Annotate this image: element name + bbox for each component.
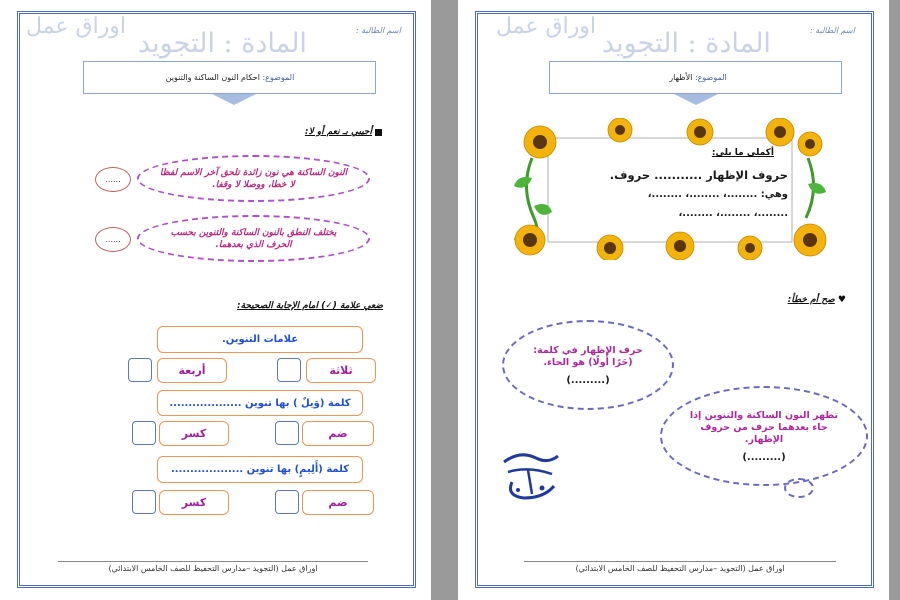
topic-arrow: [212, 94, 256, 105]
statement-cloud-2: [660, 386, 868, 486]
worksheets-label: اوراق عمل: [26, 14, 127, 39]
mcq1-checkbox-b[interactable]: [128, 358, 152, 382]
complete-line-1[interactable]: حروف الإظهار ........... حروف.: [609, 168, 788, 182]
answer-circle-2[interactable]: ......: [95, 227, 131, 252]
subject-title: المادة : التجويد: [138, 28, 307, 59]
mcq3-checkbox-b[interactable]: [132, 490, 156, 514]
mcq2-checkbox-a[interactable]: [275, 421, 299, 445]
calligraphy-logo-icon: [498, 448, 564, 504]
footer-text: اوراق عمل (التجويد –مدارس التحفيظ للصف الخامس الابتدائي): [108, 564, 318, 573]
q2-heading: ضعي علامة (✓) امام الإجابة الصحيحة:: [236, 301, 383, 311]
mcq-question-text-3: كلمة (أَلِيمٍ) بها تنوين ...................: [171, 464, 349, 475]
cloud-answer-2[interactable]: (.........): [742, 451, 786, 463]
complete-line-2[interactable]: وهي: ........، ........، ........،: [647, 189, 788, 200]
statement-oval-2: [137, 215, 370, 262]
worksheet-page-right: [458, 0, 889, 600]
mcq1-option-b[interactable]: أربعة: [157, 358, 227, 383]
topic-value: الأظهار: [669, 73, 693, 82]
mcq3-checkbox-a[interactable]: [275, 490, 299, 514]
topic-line: [140, 73, 320, 82]
mcq-question-2: [157, 390, 363, 416]
mcq-question-text-2: كلمة (وَيلٌ ) بها تنوين ...................: [169, 397, 351, 409]
mcq3-option-b[interactable]: كسر: [159, 490, 229, 515]
cloud-text-1: حرف الإظهار في كلمة: (حَرًا أُولًا) هو الحاء.: [533, 344, 643, 368]
bullet-square-icon: [375, 129, 382, 136]
mcq-question-3: [157, 456, 363, 483]
statement-oval-1: [137, 155, 370, 202]
answer-circle-1[interactable]: ......: [95, 167, 131, 192]
worksheets-label: اوراق عمل: [496, 14, 597, 39]
footer-divider: [58, 561, 368, 562]
mcq-question-1: [157, 326, 363, 353]
cloud-answer-1[interactable]: (.........): [566, 374, 610, 386]
tf-heading: صح أم خطأ:: [787, 295, 835, 305]
topic-label: الموضوع:: [694, 73, 727, 82]
mcq2-checkbox-b[interactable]: [132, 421, 156, 445]
student-name-label: اسم الطالبة :: [356, 26, 401, 35]
footer-text: اوراق عمل (التجويد –مدارس التحفيظ للصف الخامس الابتدائي): [575, 564, 785, 573]
heart-icon: ♥: [837, 295, 846, 305]
cloud-tail-bubble: [784, 478, 814, 498]
topic-arrow: [674, 94, 718, 105]
topic-label: الموضوع:: [262, 73, 295, 82]
complete-line-3[interactable]: ........، ........، ........،: [678, 208, 788, 219]
student-name-label: اسم الطالبة :: [810, 26, 855, 35]
q1-heading: أجيبي بـ نعم أو لا:: [304, 127, 372, 137]
mcq2-option-b[interactable]: كسر: [159, 421, 229, 446]
statement-text-1: النون الساكنة هي نون زائدة تلحق آخر الاسم لفظا لا خطا، ووصلا لا وقفا.: [159, 167, 348, 190]
tf-heading-row: [766, 295, 846, 305]
mcq2-option-a[interactable]: ضم: [302, 421, 374, 446]
footer-divider: [524, 561, 836, 562]
cloud-text-2: تظهر النون الساكنة والتنوين إذا جاء بعدهما حرف من حروف الإظهار.: [689, 409, 839, 445]
mcq3-option-a[interactable]: ضم: [302, 490, 374, 515]
topic-line: [608, 73, 788, 82]
mcq1-checkbox-a[interactable]: [277, 358, 301, 382]
worksheet-page-left: [0, 0, 431, 600]
mcq-question-text-1: علامات التنوين.: [221, 334, 299, 345]
calligraphy-logo: [498, 448, 564, 504]
statement-cloud-1: [502, 320, 674, 410]
statement-text-2: يختلف النطق بالنون الساكنة والتنوين بحسب الحرف الذي بعدهما.: [170, 227, 337, 250]
subject-title: المادة : التجويد: [602, 28, 771, 59]
mcq1-option-a[interactable]: ثلاثة: [306, 358, 376, 383]
topic-value: احكام النون الساكنة والتنوين: [165, 73, 260, 82]
complete-heading: أكملي ما يلي:: [711, 148, 774, 158]
